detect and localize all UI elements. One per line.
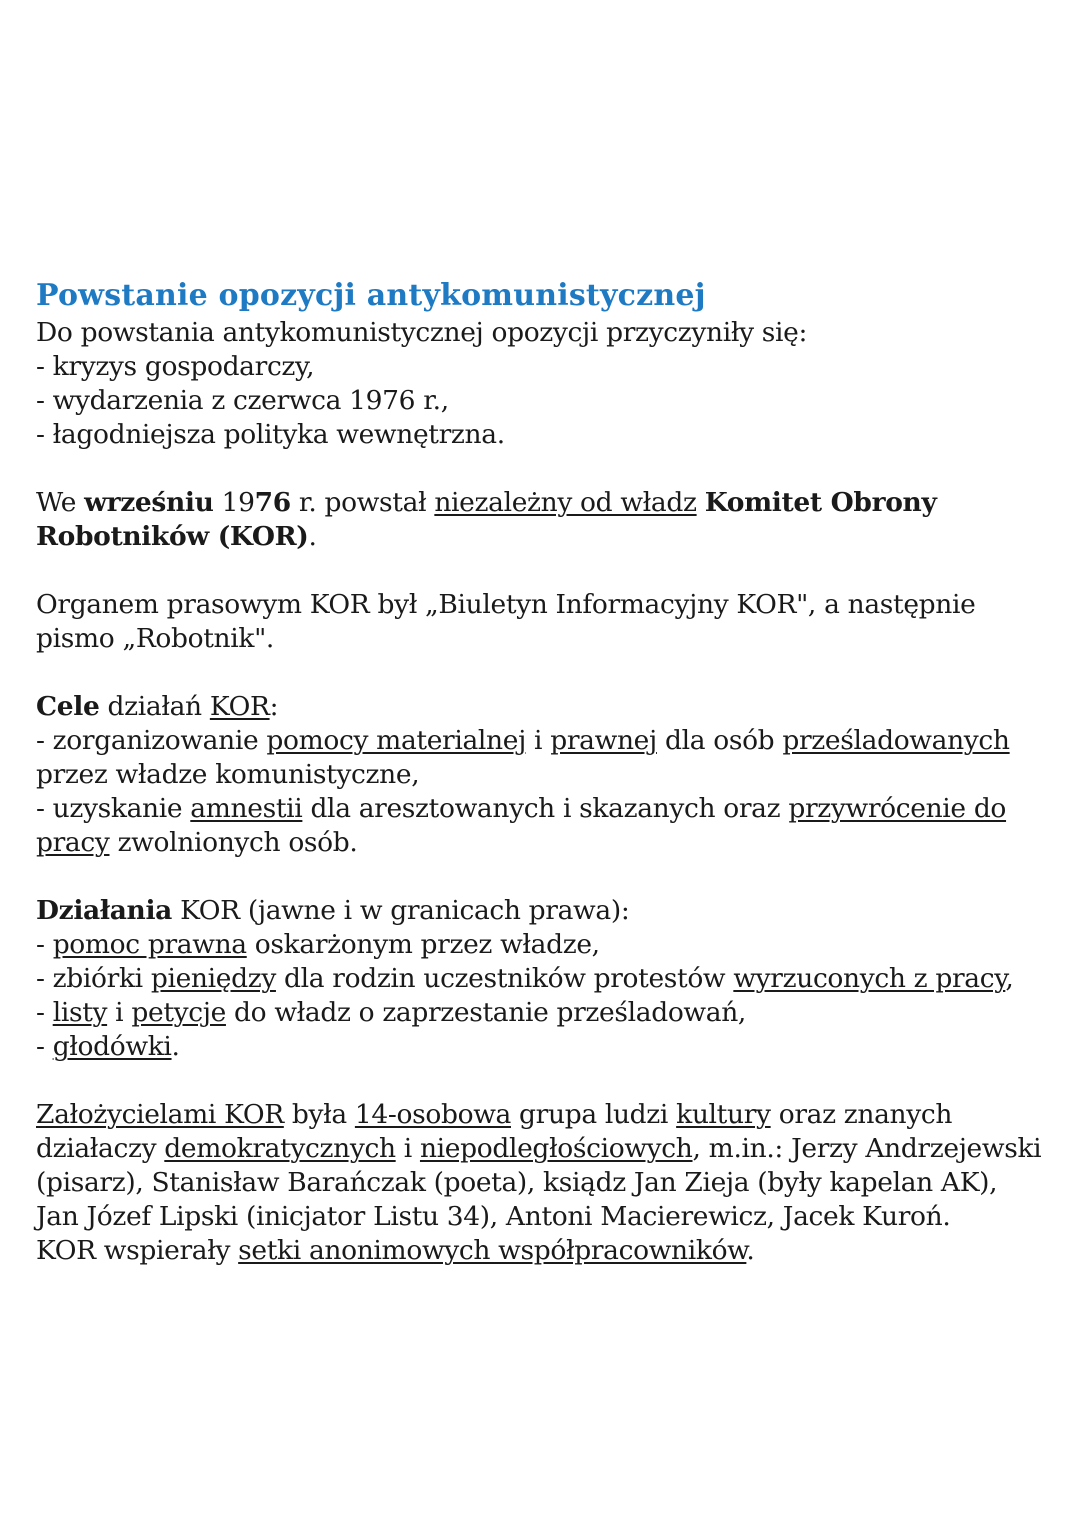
- causes-intro: Do powstania antykomunistycznej opozycji przyczyniły się:: [36, 317, 808, 348]
- action-item: - głodówki.: [36, 1031, 180, 1062]
- cause-item: - kryzys gospodarczy,: [36, 351, 315, 382]
- founding-paragraph: We wrześniu 1976 r. powstał niezależny od władz Komitet Obrony Robotników (KOR).: [36, 487, 937, 552]
- founding-month: wrześniu: [84, 487, 214, 518]
- page-title: Powstanie opozycji antykomunistycznej: [36, 278, 706, 313]
- goals-label: Cele: [36, 691, 100, 722]
- cause-item: - łagodniejsza polityka wewnętrzna.: [36, 419, 505, 450]
- founders-paragraph: Założycielami KOR była 14-osobowa grupa ludzi kultury oraz znanych działaczy demokratycznych i niepodległościowych, m.in.: Jerzy Andrzejewski (pisarz), Stanisław Barańczak (poeta), ksiądz Jan Zieja (były kapelan AK), Jan Józef Lipski (inicjator Listu 34), Antoni Macierewicz, Jacek Kuroń.: [36, 1099, 1042, 1232]
- supporters-line: KOR wspierały setki anonimowych współpracowników.: [36, 1235, 755, 1266]
- actions-label: Działania: [36, 895, 172, 926]
- founding-year-bold: 76: [254, 487, 291, 518]
- independent-phrase: niezależny od władz: [434, 487, 697, 518]
- actions-heading: Działania KOR (jawne i w granicach prawa):: [36, 895, 630, 926]
- goal-item: - uzyskanie amnestii dla aresztowanych i skazanych oraz przywrócenie do pracy zwolnionych osób.: [36, 793, 1007, 858]
- cause-item: - wydarzenia z czerwca 1976 r.,: [36, 385, 449, 416]
- goal-item: - zorganizowanie pomocy materialnej i prawnej dla osób prześladowanych przez władze komunistyczne,: [36, 725, 1010, 790]
- kor-full-name: Komitet Obrony Robotników (KOR): [36, 487, 937, 552]
- press-paragraph: Organem prasowym KOR był „Biuletyn Informacyjny KOR", a następnie pismo „Robotnik".: [36, 589, 976, 654]
- action-item: - pomoc prawna oskarżonym przez władze,: [36, 929, 600, 960]
- goals-heading: Cele działań KOR:: [36, 691, 279, 722]
- document-content: [36, 276, 1046, 1268]
- action-item: - zbiórki pieniędzy dla rodzin uczestników protestów wyrzuconych z pracy,: [36, 963, 1014, 994]
- action-item: - listy i petycje do władz o zaprzestanie prześladowań,: [36, 997, 746, 1028]
